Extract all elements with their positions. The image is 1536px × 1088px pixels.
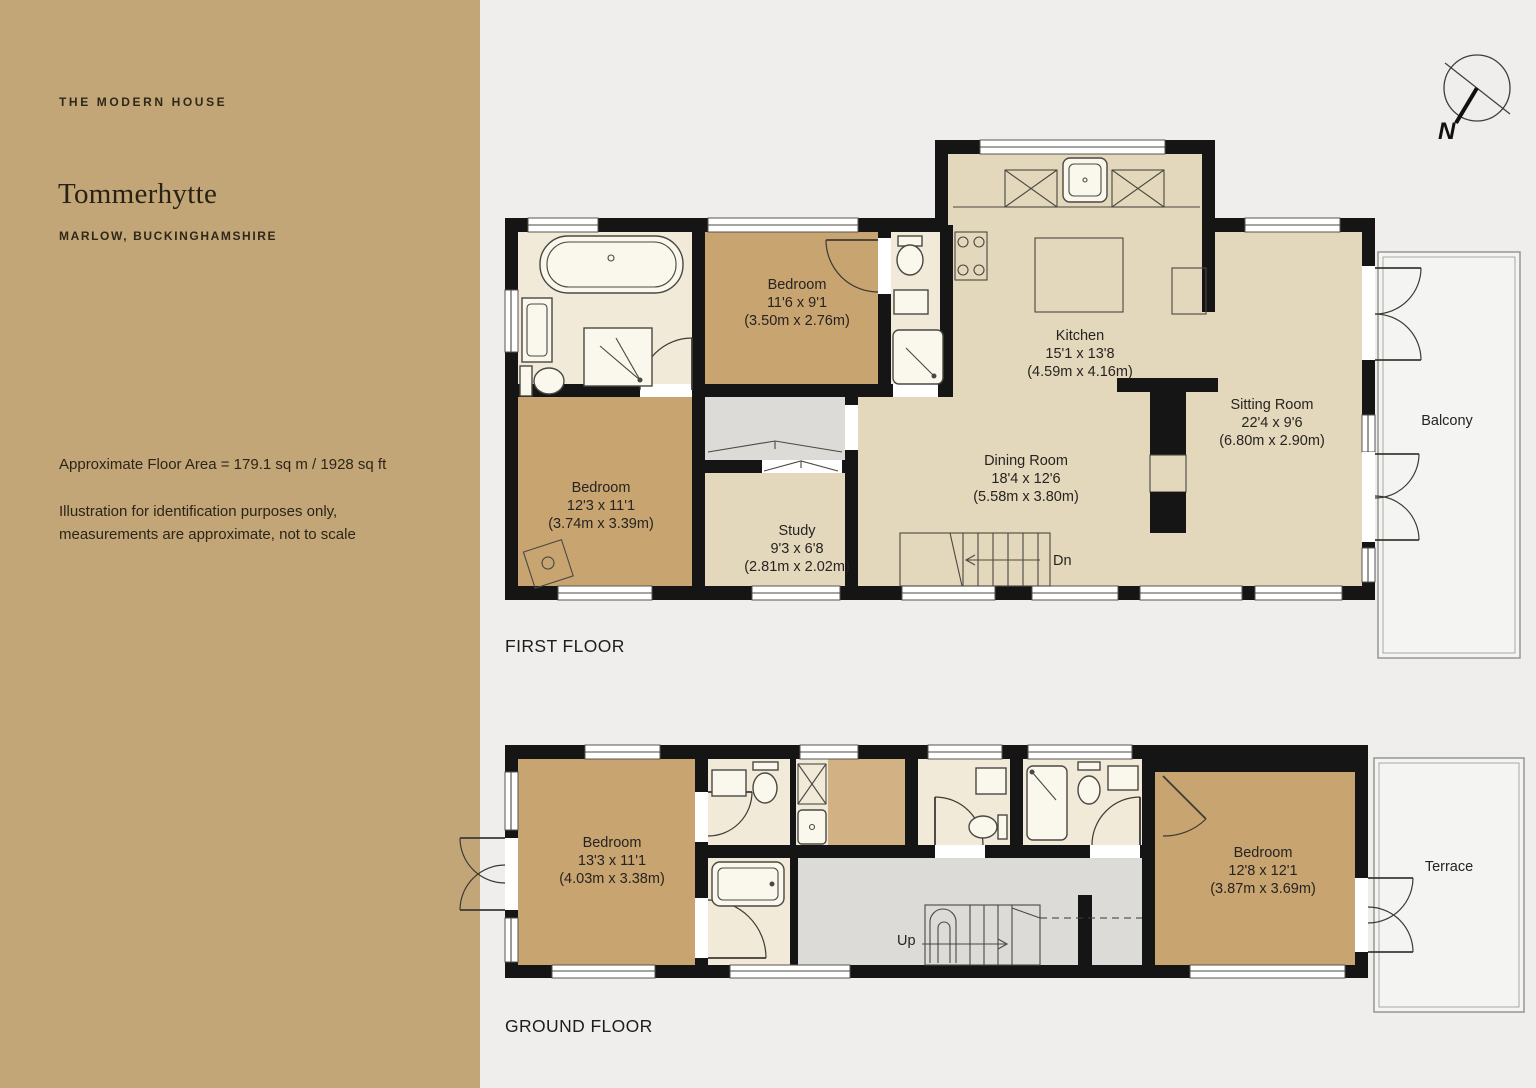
room-name: Bedroom: [767, 277, 827, 293]
room-metric: (4.59m x 4.16m): [1027, 364, 1133, 380]
room-imperial: 11'6 x 9'1: [766, 295, 828, 311]
property-location: MARLOW, BUCKINGHAMSHIRE: [59, 229, 278, 243]
room-imperial: 9'3 x 6'8: [770, 541, 824, 557]
terrace-outline: [1374, 758, 1524, 1012]
room-imperial: 13'3 x 11'1: [577, 853, 647, 869]
room-metric: (4.03m x 3.38m): [559, 871, 665, 887]
room-imperial: 15'1 x 13'8: [1045, 346, 1115, 362]
room-name: Bedroom: [571, 480, 631, 496]
first-floor-title: FIRST FLOOR: [505, 636, 625, 656]
room-name: Dining Room: [984, 453, 1068, 469]
disclaimer-line-2: measurements are approximate, not to scale: [59, 526, 356, 543]
balcony-outline: [1378, 252, 1520, 658]
room-imperial: 12'8 x 12'1: [1228, 863, 1298, 879]
room-imperial: 22'4 x 9'6: [1241, 415, 1303, 431]
room-name: Bedroom: [1233, 845, 1293, 861]
property-name: Tommerhytte: [58, 178, 218, 210]
ground-floor-title: GROUND FLOOR: [505, 1016, 653, 1036]
room-label-kitchen: [1027, 327, 1133, 381]
room-label-study: [744, 522, 850, 576]
room-label-sitting-room: [1219, 396, 1325, 450]
room-name: Sitting Room: [1230, 397, 1314, 413]
room-imperial: 18'4 x 12'6: [991, 471, 1061, 487]
floor-area-text: Approximate Floor Area = 179.1 sq m / 1928 sq ft: [59, 456, 387, 473]
room-metric: (3.74m x 3.39m): [548, 516, 654, 532]
room-metric: (3.50m x 2.76m): [744, 313, 850, 329]
room-label-bedroom-right-gf: [1210, 844, 1316, 898]
room-label-dining-room: [973, 452, 1079, 506]
terrace-label: Terrace: [1424, 859, 1474, 875]
brand-name: THE MODERN HOUSE: [59, 95, 228, 109]
disclaimer-line-1: Illustration for identification purposes only,: [59, 503, 338, 520]
room-name: Bedroom: [582, 835, 642, 851]
room-metric: (2.81m x 2.02m): [744, 559, 850, 575]
compass-north-label: N: [1438, 118, 1456, 145]
room-name: Study: [778, 523, 816, 539]
room-metric: (5.58m x 3.80m): [973, 489, 1079, 505]
room-label-bedroom-top: [744, 276, 850, 330]
room-imperial: 12'3 x 11'1: [566, 498, 636, 514]
room-metric: (3.87m x 3.69m): [1210, 881, 1316, 897]
stairs-down-label: Dn: [1053, 553, 1072, 569]
room-label-bedroom-left-gf: [559, 834, 665, 888]
room-name: Kitchen: [1055, 328, 1105, 344]
compass-icon: [1444, 55, 1510, 123]
room-metric: (6.80m x 2.90m): [1219, 433, 1325, 449]
balcony-label: Balcony: [1421, 413, 1473, 429]
first-floor-plan: [505, 140, 1520, 658]
stairs-up-label: Up: [897, 933, 916, 949]
room-label-bedroom-left-ff: [548, 479, 654, 533]
